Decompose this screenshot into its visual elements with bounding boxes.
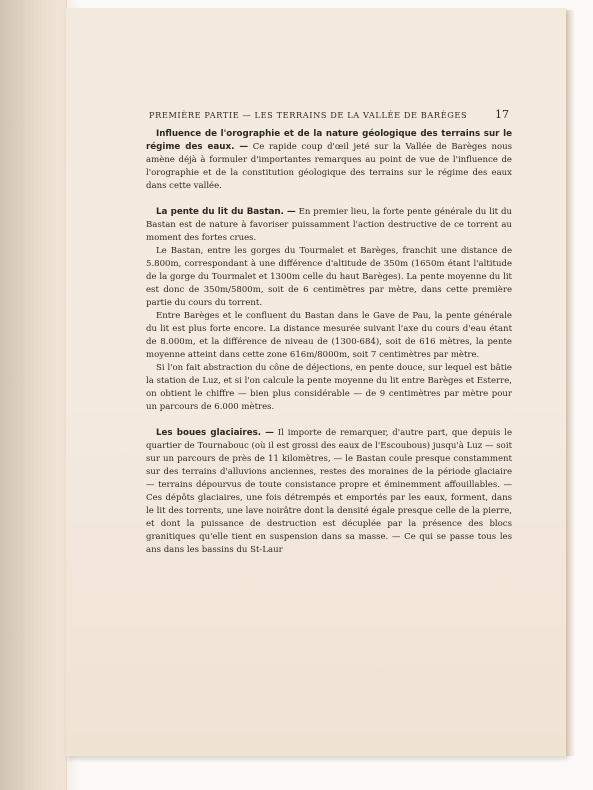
section-heading: Influence de l'orographie et de la nature géologique des terrains sur le régime des eaux. —	[146, 129, 512, 152]
section-heading: Les boues glaciaires. —	[156, 428, 274, 438]
paragraph-text: Si l'on fait abstraction du cône de déjections, en pente douce, sur lequel est bâtie la station de Luz, et si l'on calcule la pente moyenne du lit entre Barèges et Esterre, on obtient le chiffre — bien plus considérable — de 9 centimètres par mètre pour un parcours de 6.000 mètres.	[146, 363, 512, 412]
paragraph-text: En premier lieu, la forte pente générale du lit du Bastan est de nature à favoriser puissamment l'action destructive de ce torrent au moment des fortes crues.	[146, 207, 512, 243]
running-title: PREMIÈRE PARTIE — LES TERRAINS DE LA VALLÉE DE BARÈGES	[149, 110, 468, 120]
paragraph-text: Ce rapide coup d'œil jeté sur la Vallée de Barèges nous amène déjà à formuler d'importantes remarques au point de vue de l'influence de l'orographie et de la constitution géologique des terrains sur le régime des eaux dans cette vallée.	[146, 142, 513, 191]
running-header	[149, 110, 509, 120]
paragraph	[146, 310, 512, 362]
paragraph-text: Le Bastan, entre les gorges du Tourmalet et Barèges, franchit une distance de 5.800m, correspondant à une différence d'altitude de 350m (1650m étant l'altitude de la gorge du Tourmalet et 1300m celle du haut Barèges). La pente moyenne du lit est donc de 350m/5800m, soit de 6 centimètres par mètre, dans cette première partie du cours du torrent.	[146, 246, 512, 308]
paragraph	[146, 128, 512, 193]
body-text	[146, 128, 512, 557]
paragraph-text: Il importe de remarquer, d'autre part, que depuis le quartier de Tournabouc (où il est grossi des eaux de l'Escoubous) jusqu'à Luz — soit sur un parcours de près de 11 kilomètres, — le Bastan coule presque constamment sur des terrains d'alluvions anciennes, restes des moraines de la période glaciaire — terrains dépourvus de toute consistance propre et éminemment affouillables. — Ces dépôts glaciaires, une fois détrempés et emportés par les eaux, forment, dans le lit des torrents, une lave noirâtre dont la densité égale presque celle de la pierre, et dont la puissance de destruction est décuplée par la présence des blocs granitiques qu'elle tient en suspension dans sa masse. — Ce qui se passe tous les ans dans les bassins du St-Laur	[146, 428, 512, 555]
section-heading: La pente du lit du Bastan. —	[156, 207, 296, 217]
paragraph	[146, 206, 512, 245]
paragraph-text: Entre Barèges et le confluent du Bastan dans le Gave de Pau, la pente générale du lit est plus forte encore. La distance mesurée suivant l'axe du cours d'eau étant de 8.000m, et la différence de niveau de (1300-684), soit de 616 mètres, la pente moyenne atteint dans cette zone 616m/8000m, soit 7 centimètres par mètre.	[146, 311, 512, 360]
paragraph	[146, 362, 512, 414]
paragraph	[146, 427, 512, 557]
page-number: 17	[495, 108, 509, 121]
paragraph	[146, 245, 512, 310]
right-page-edge	[566, 10, 574, 756]
